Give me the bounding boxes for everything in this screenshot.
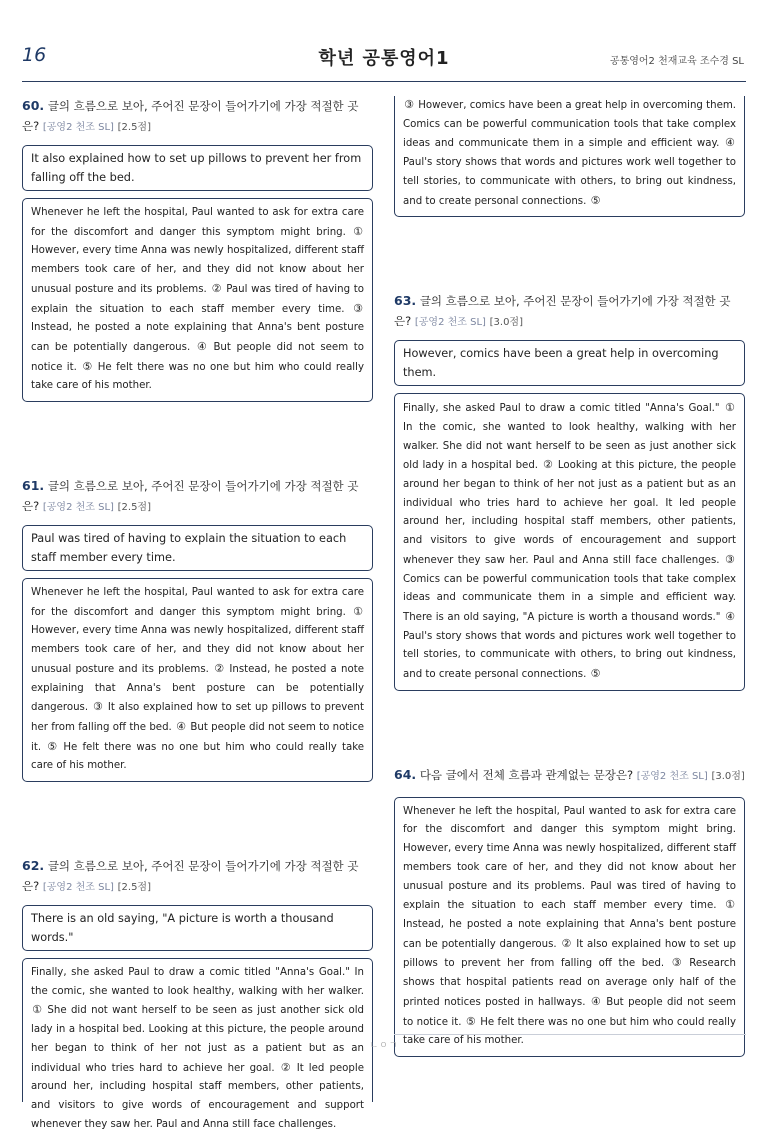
passage-segment: Instead, he posted a note explaining that Anna's bent posture can be potentially dangerous. <box>31 663 364 714</box>
question-source: [공영2 천조 SL] <box>42 882 114 894</box>
choice-marker-3[interactable]: ③ <box>93 700 103 714</box>
spacer <box>22 402 373 476</box>
passage-segment: Research shows that hospital patients read on average only half of the printed notices posted in hallways. <box>403 958 736 1008</box>
choice-marker-2[interactable]: ② <box>561 936 572 950</box>
spacer <box>22 782 373 856</box>
question-prompt: 글의 흐름으로 보아, 주어진 문장이 들어가기에 가장 적절한 곳은? <box>22 479 359 514</box>
question-source: [공영2 천조 SL] <box>42 502 114 514</box>
question-points: [2.5점] <box>117 122 151 133</box>
passage-segment: It led people around her, including hospital staff members, other patients, and visitors to give words of encouragement and support whenever they saw her. Paul and Anna still face challenges. <box>31 1062 364 1130</box>
question-64 <box>394 765 745 1057</box>
passage-segment: He felt there was no one but him who could really take care of his mother. <box>403 1016 736 1047</box>
choice-marker-2[interactable]: ② <box>543 458 553 472</box>
choice-marker-5[interactable]: ⑤ <box>465 1014 476 1028</box>
question-prompt: 글의 흐름으로 보아, 주어진 문장이 들어가기에 가장 적절한 곳은? <box>22 99 359 133</box>
choice-marker-4[interactable]: ④ <box>196 339 207 353</box>
question-61 <box>22 476 373 782</box>
header-source: 공통영어2 천재교육 조수경 SL <box>609 56 744 67</box>
passage-segment: She did not want herself to be seen as just another sick old lady in a hospital bed. Looking at this picture, the people around her began to think of her not just as a patient but as an individual who tries hard to achieve her goal. <box>31 1005 364 1074</box>
choice-marker-1[interactable]: ① <box>725 898 735 912</box>
choice-marker-3[interactable]: ③ <box>353 301 363 315</box>
choice-marker-3[interactable]: ③ <box>725 552 735 566</box>
header-divider <box>22 81 746 82</box>
choice-marker-1[interactable]: ① <box>725 401 735 415</box>
given-sentence-box: Paul was tired of having to explain the situation to each staff member every time. <box>22 525 373 571</box>
given-sentence-box: There is an old saying, "A picture is worth a thousand words." <box>22 905 373 951</box>
question-60 <box>22 96 373 402</box>
question-source: [공영2 천조 SL] <box>636 770 708 782</box>
passage-segment: Looking at this picture, the people around her began to think of her not just as a patient but as an individual who tries hard to achieve her goal. It led people around her, including hospital staff members, other patients, and visitors to give words of encouragement and support whenever they saw her. Paul and Anna still face challenges. <box>403 460 736 566</box>
passage-segment: He felt there was no one but him who could really take care of his mother. <box>31 741 364 772</box>
choice-marker-5[interactable]: ⑤ <box>47 739 58 753</box>
passage-segment: Instead, he posted a note explaining that Anna's bent posture can be potentially dangerous. <box>31 322 364 353</box>
passage-box <box>22 958 373 1130</box>
choice-marker-1[interactable]: ① <box>353 604 363 618</box>
question-number: 62. <box>22 858 45 874</box>
question-header <box>22 476 373 518</box>
question-header <box>22 96 373 138</box>
choice-marker-4[interactable]: ④ <box>725 136 735 150</box>
left-column <box>22 96 373 1130</box>
given-sentence-box: However, comics have been a great help in overcoming them. <box>394 340 745 386</box>
choice-marker-5[interactable]: ⑤ <box>82 359 93 373</box>
choice-marker-1[interactable]: ① <box>353 224 363 238</box>
choice-marker-5[interactable]: ⑤ <box>590 667 601 681</box>
choice-marker-2[interactable]: ② <box>211 281 222 295</box>
passage-segment: Instead, he posted a note explaining that Anna's bent posture can be potentially dangerous. <box>403 918 736 950</box>
spacer <box>394 217 745 291</box>
question-points: [2.5점] <box>117 502 151 514</box>
footer-divider <box>394 1034 746 1035</box>
passage-segment: It also explained how to set up pillows to prevent her from falling off the bed. <box>403 938 737 970</box>
choice-marker-4[interactable]: ④ <box>176 719 187 733</box>
question-number: 60. <box>22 98 45 113</box>
choice-marker-4[interactable]: ④ <box>590 994 601 1008</box>
choice-marker-2[interactable]: ② <box>280 1060 291 1074</box>
passage-box <box>394 393 745 691</box>
passage-segment: Paul was tired of having to explain the situation to each staff member every time. <box>31 283 364 315</box>
spacer <box>394 691 745 765</box>
passage-segment: Finally, she asked Paul to draw a comic titled "Anna's Goal." <box>403 403 720 415</box>
question-62 <box>22 856 373 1130</box>
choice-marker-1[interactable]: ① <box>32 1003 42 1017</box>
passage-segment: But people did not seem to notice it. <box>31 721 365 753</box>
right-column <box>394 96 745 1057</box>
passage-segment: Paul's story shows that words and pictures work well together to tell stories, to communicate with others, to bring out kindness, and to create personal connections. <box>403 630 736 681</box>
question-63 <box>394 291 745 691</box>
question-prompt: 글의 흐름으로 보아, 주어진 문장이 들어가기에 가장 적절한 곳은? <box>394 294 731 329</box>
question-prompt: 다음 글에서 전체 흐름과 관계없는 문장은? <box>419 767 634 782</box>
question-header <box>394 765 745 787</box>
page-number: 16 <box>22 44 47 66</box>
question-source: [공영2 천조 SL] <box>414 317 486 329</box>
question-header <box>22 856 373 898</box>
question-number: 64. <box>394 766 417 782</box>
passage-segment: Comics can be powerful communication tools that take complex ideas and communicate them in a simple and efficient way. There is an old saying, "A picture is worth a thousand words." <box>403 573 736 623</box>
question-points: [3.0점] <box>489 317 523 329</box>
passage-segment: But people did not seem to notice it. <box>403 996 736 1028</box>
passage-segment: Paul's story shows that words and pictures work well together to tell stories, to communicate with others, to bring out kindness, and to create personal connections. <box>403 157 736 207</box>
given-sentence-box: It also explained how to set up pillows to prevent her from falling off the bed. <box>22 145 373 191</box>
passage-segment: However, every time Anna was newly hospitalized, different staff members took care of her, and they did not know about her unusual posture and its problems. <box>31 245 364 295</box>
passage-segment: It also explained how to set up pillows to prevent her from falling off the bed. <box>31 702 364 733</box>
page-header <box>0 0 768 84</box>
passage-segment: He felt there was no one but him who could really take care of his mother. <box>31 361 364 392</box>
passage-box <box>22 578 373 782</box>
choice-marker-3[interactable]: ③ <box>404 98 414 111</box>
passage-box <box>22 198 373 402</box>
question-prompt: 글의 흐름으로 보아, 주어진 문장이 들어가기에 가장 적절한 곳은? <box>22 859 359 894</box>
question-source: [공영2 천조 SL] <box>42 122 114 133</box>
footer-page-label: ㄴㅇㄱ <box>369 1041 399 1051</box>
question-points: [2.5점] <box>117 882 151 894</box>
choice-marker-3[interactable]: ③ <box>671 956 682 970</box>
choice-marker-4[interactable]: ④ <box>725 609 735 623</box>
question-number: 63. <box>394 293 417 309</box>
passage-segment: However, every time Anna was newly hospitalized, different staff members took care of her, and they did not know about her unusual posture and its problems. <box>31 625 364 675</box>
passage-segment: Whenever he left the hospital, Paul wanted to ask for extra care for the discomfort and danger this symptom might bring. <box>31 207 364 238</box>
passage-box <box>394 797 745 1057</box>
passage-segment: However, comics have been a great help in overcoming them. Comics can be powerful communication tools that take complex ideas and communicate them in a simple and efficient way. <box>403 100 736 150</box>
passage-segment: In the comic, she wanted to look healthy, walking with her walker. She did not want herself to be seen as just another sick old lady in a hospital bed. <box>403 421 736 472</box>
choice-marker-5[interactable]: ⑤ <box>590 193 601 207</box>
passage-segment: Whenever he left the hospital, Paul wanted to ask for extra care for the discomfort and danger this symptom might bring. However, every time Anna was newly hospitalized, different staff members took care of her, and they did not know about her unusual posture and its problems. Paul was tired of having to explain the situation to each staff member every time. <box>403 805 736 912</box>
question-points: [3.0점] <box>711 770 745 782</box>
passage-segment: Whenever he left the hospital, Paul wanted to ask for extra care for the discomfort and danger this symptom might bring. <box>31 587 364 618</box>
choice-marker-2[interactable]: ② <box>214 661 225 675</box>
passage-box-continued <box>394 96 745 217</box>
passage-segment: But people did not seem to notice it. <box>31 341 364 373</box>
question-number: 61. <box>22 478 45 494</box>
passage-segment: Finally, she asked Paul to draw a comic titled "Anna's Goal." In the comic, she wanted to look healthy, walking with her walker. <box>31 967 364 997</box>
page-title: 학년 공통영어1 <box>318 48 450 69</box>
question-header <box>394 291 745 333</box>
